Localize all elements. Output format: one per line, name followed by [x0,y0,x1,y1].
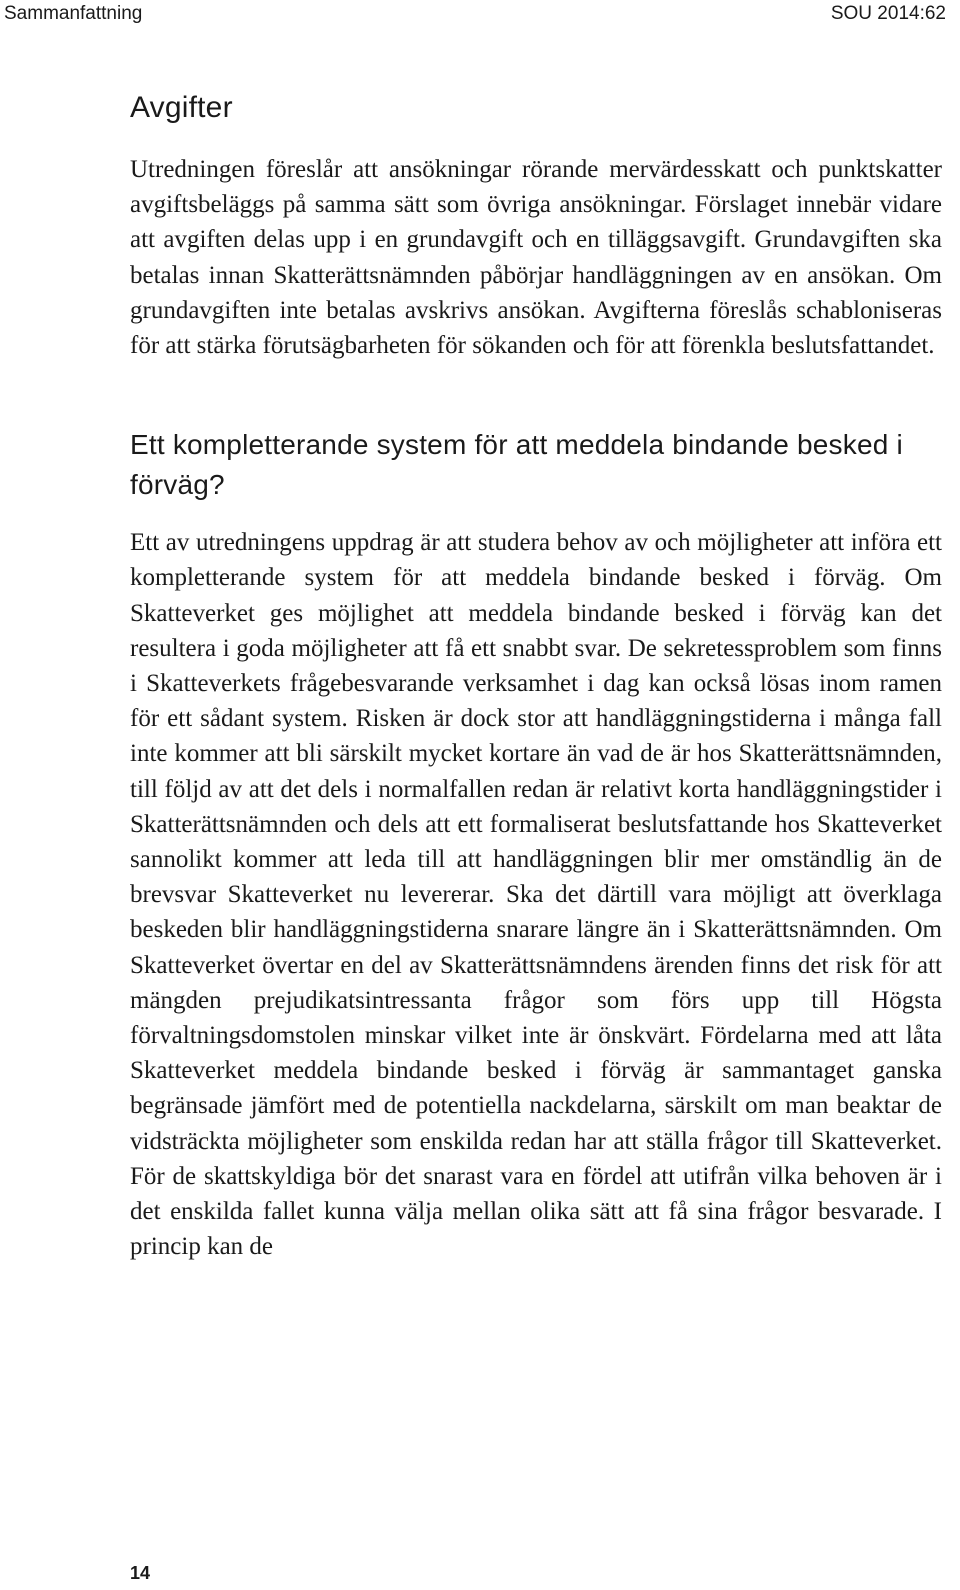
body-paragraph: Ett av utredningens uppdrag är att studera behov av och möjligheter att införa ett kompletterande system för att meddela bindande besked i förväg. Om Skatteverket ges möjlighet att meddela bindande besked i förväg kan det resultera i goda möjligheter att få ett snabbt svar. De sekretessproblem som finns i Skatteverkets frågebesvarande verksamhet i dag kan också lösas inom ramen för ett sådant system. Risken är dock stor att handläggningstiderna i många fall inte kommer att bli särskilt mycket kortare än vad de är hos Skatterättsnämnden, till följd av att det dels i normalfallen redan är relativt korta handläggningstider i Skatterättsnämnden och dels att ett formaliserat beslutsfattande hos Skatteverket sannolikt kommer att leda till att handläggningen blir mer omständlig än de brevsvar Skatteverket nu levererar. Ska det därtill vara möjligt att överklaga beskeden blir handläggningstiderna snarare längre än i Skatterättsnämnden. Om Skatteverket övertar en del av Skatterättsnämndens ärenden finns det risk för att mängden prejudikatsintressanta frågor som förs upp till Högsta förvaltningsdomstolen minskar vilket inte är önskvärt. Fördelarna med att låta Skatteverket meddela bindande besked i förväg är sammantaget ganska begränsade jämfört med de potentiella nackdelarna, särskilt om man beaktar de vidsträckta möjligheter som enskilda redan har att ställa frågor till Skatteverket. För de skattskyldiga bör det snarast vara en fördel att utifrån vilka behoven är i det enskilda fallet kunna välja mellan olika sätt att få sina frågor besvarade. I princip kan de [130,529,942,1261]
header-document-id: SOU 2014:62 [830,3,946,24]
running-header [4,2,946,26]
body-paragraph: Utredningen föreslår att ansökningar rörande mervärdesskatt och punktskatter avgiftsbeläggs på samma sätt som övriga ansökningar. Förslaget innebär vidare att avgiften delas upp i en grundavgift och en tilläggsavgift. Grundavgiften ska betalas innan Skatterättsnämnden påbörjar handläggningen av en ansökan. Om grundavgiften inte betalas avskrivs ansökan. Avgifterna föreslås schabloniseras för att stärka förutsägbarheten för sökanden och för att förenkla beslutsfattandet. [130,156,942,360]
section-heading-bindande-besked: Ett kompletterande system för att meddela bindande besked i förväg? [130,429,903,501]
page-body [130,88,942,1264]
page-number: 14 [130,1563,151,1583]
header-section-title: Sammanfattning [4,3,143,24]
section-heading-avgifter: Avgifter [130,91,233,124]
